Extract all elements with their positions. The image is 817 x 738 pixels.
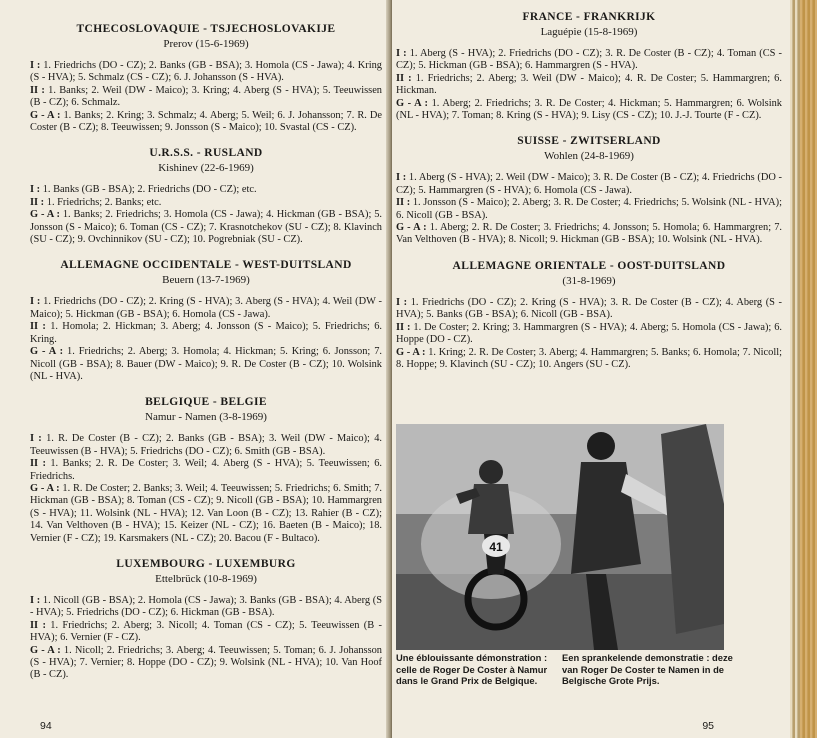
right-page xyxy=(392,0,790,738)
right-sections xyxy=(396,10,782,371)
left-sections xyxy=(30,22,382,682)
race-section xyxy=(396,10,782,122)
classification-text: 1. Nicoll; 2. Friedrichs; 3. Aberg; 4. Teeuwissen; 5. Toman; 6. J. Johansson (S - HVA); 7. Vernier; 8. Hoppe (DO - CZ); 9. Wolsink (NL - HVA); 10. Van Hoof (B - CZ). xyxy=(30,644,383,681)
result-line xyxy=(30,85,382,110)
classification-label: II : xyxy=(30,84,45,96)
classification-label: G - A : xyxy=(30,482,60,494)
classification-label: I : xyxy=(396,296,408,308)
edge-color-strip xyxy=(800,0,817,738)
classification-text: 1. Nicoll (GB - BSA); 2. Homola (CS - Jawa); 3. Banks (GB - BSA); 4. Aberg (S - HVA); 5. Friedrichs (DO - CZ); 6. Hickman (GB - BSA). xyxy=(30,594,382,619)
result-line xyxy=(396,172,782,197)
result-line xyxy=(30,645,382,682)
classification-text: 1. Friedrichs (DO - CZ); 2. Kring (S - HVA); 3. Aberg (S - HVA); 4. Weil (DW - Maico); 5. Hickman (GB - BSA); 6. Homola (CS - Jawa). xyxy=(30,296,382,320)
results-list xyxy=(30,433,382,545)
classification-label: I : xyxy=(30,594,41,606)
results-list xyxy=(30,296,382,383)
classification-text: 1. Banks; 2. Kring; 3. Schmalz; 4. Aberg; 5. Weil; 6. J. Johansson; 7. R. De Coster (B - CZ); 8. Teeuwissen; 9. Jonsson (S - Maico); 10. Svastal (CS - CZ). xyxy=(30,109,382,134)
classification-text: 1. De Coster; 2. Kring; 3. Hammargren (S - HVA); 4. Aberg; 5. Homola (CS - Jawa); 6. Hoppe (DO - CZ). xyxy=(396,321,782,346)
section-title: ALLEMAGNE ORIENTALE - OOST-DUITSLAND xyxy=(452,259,726,272)
result-line xyxy=(30,433,382,458)
classification-text: 1. Homola; 2. Hickman; 3. Aberg; 4. Jonsson (S - Maico); 5. Friedrichs; 6. Kring. xyxy=(30,321,382,345)
race-section xyxy=(30,258,382,383)
result-line xyxy=(30,346,382,383)
result-line xyxy=(30,209,382,246)
classification-text: 1. Friedrichs; 2. Aberg; 3. Weil (DW - Maico); 4. R. De Coster; 5. Hammargren; 6. Hickman. xyxy=(396,72,782,97)
classification-text: 1. Friedrichs (DO - CZ); 2. Banks (GB - BSA); 3. Homola (CS - Jawa); 4. Kring (S - HVA); 5. Schmalz (CS - CZ); 6. J. Johansson (S - HVA). xyxy=(30,60,382,84)
classification-label: G - A : xyxy=(30,644,61,656)
classification-label: II : xyxy=(30,196,45,208)
classification-label: II : xyxy=(30,458,46,470)
race-location-date: Prerov (15-6-1969) xyxy=(163,38,249,50)
classification-label: I : xyxy=(30,60,41,71)
result-line xyxy=(30,296,382,321)
result-line xyxy=(396,297,782,322)
page-number-right: 95 xyxy=(702,720,714,732)
classification-label: II : xyxy=(30,619,46,631)
race-section xyxy=(396,259,782,371)
result-line xyxy=(30,483,382,545)
classification-label: G - A : xyxy=(396,97,429,109)
caption-dutch: Een sprankelende demonstratie : deze van Roger De Coster te Namen in de Belgische Grote Prijs. xyxy=(562,652,733,686)
classification-text: 1. Aberg (S - HVA); 2. Weil (DW - Maico); 3. R. De Coster (B - CZ); 4. Friedrichs (DO - CZ); 5. Hammargren (S - HVA); 6. Homola (CS - Jawa). xyxy=(396,172,782,196)
section-title: ALLEMAGNE OCCIDENTALE - WEST-DUITSLAND xyxy=(60,259,352,272)
race-section xyxy=(30,22,382,134)
classification-label: G - A : xyxy=(396,346,426,358)
rider-helmet xyxy=(479,460,503,484)
classification-label: G - A : xyxy=(30,346,64,358)
classification-text: 1. Friedrichs; 2. Banks; etc. xyxy=(46,196,162,208)
result-line xyxy=(30,197,382,209)
result-line xyxy=(30,184,382,196)
result-line xyxy=(396,48,782,73)
classification-text: 1. Banks; 2. Weil (DW - Maico); 3. Kring; 4. Aberg (S - HVA); 5. Teeuwissen (B - CZ); 6. Schmalz. xyxy=(30,84,382,109)
section-title: TCHECOSLOVAQUIE - TSJECHOSLOVAKIJE xyxy=(76,23,336,35)
classification-text: 1. Banks (GB - BSA); 2. Friedrichs (DO - CZ); etc. xyxy=(42,184,257,196)
classification-label: I : xyxy=(30,296,41,308)
section-title: U.R.S.S. - RUSLAND xyxy=(149,147,263,160)
race-section xyxy=(30,146,382,246)
classification-label: II : xyxy=(396,321,411,333)
classification-label: G - A : xyxy=(396,222,427,234)
classification-label: I : xyxy=(396,48,407,59)
classification-label: I : xyxy=(30,433,42,445)
classification-label: I : xyxy=(396,172,407,184)
classification-label: II : xyxy=(396,72,412,84)
classification-text: 1. Jonsson (S - Maico); 2. Aberg; 3. R. De Coster; 4. Friedrichs; 5. Wolsink (NL - HVA); 6. Nicoll (GB - BSA). xyxy=(396,197,782,221)
photo-illustration xyxy=(396,424,724,650)
section-title: SUISSE - ZWITSERLAND xyxy=(517,135,661,148)
classification-label: I : xyxy=(30,184,41,196)
classification-label: II : xyxy=(30,321,46,333)
results-list xyxy=(396,48,782,122)
caption-french: Une éblouissante démonstration : celle de Roger De Coster à Namur dans le Grand Prix de Belgique. xyxy=(396,652,548,686)
classification-text: 1. R. De Coster; 2. Banks; 3. Weil; 4. Teeuwissen; 5. Friedrichs; 6. Smith; 7. Hickman (GB - BSA); 8. Toman (CS - CZ); 9. Nicoll (GB - BSA); 10. Hammargren (S - HVA); 11. Wolsink (NL - HVA); 12. Van Loon (B - CZ); 13. Rahier (B - CZ); 14. Van Velthoven (B - HVA); 15. Keizer (NL - CZ); 16. Baeten (B - Maico); 18. Vernier (F - CZ); 19. Karsmakers (NL - CZ); 20. Bacou (F - Bultaco). xyxy=(30,482,382,544)
race-location-date: Kishinev (22-6-1969) xyxy=(158,162,254,175)
classification-text: 1. Aberg (S - HVA); 2. Friedrichs (DO - CZ); 3. R. De Coster (B - CZ); 4. Toman (CS - CZ); 5. Hickman (GB - BSA); 6. Hammargren (S - HVA). xyxy=(396,48,782,72)
result-line xyxy=(396,73,782,98)
classification-text: 1. Banks; 2. R. De Coster; 3. Weil; 4. Aberg (S - HVA); 5. Teeuwissen; 6. Friedrichs. xyxy=(30,458,383,482)
race-location-date: Namur - Namen (3-8-1969) xyxy=(145,411,267,424)
result-line xyxy=(30,458,382,483)
race-location-date: (31-8-1969) xyxy=(562,274,616,287)
classification-text: 1. Aberg; 2. Friedrichs; 3. R. De Coster; 4. Hickman; 5. Hammargren; 6. Wolsink (NL - HVA); 7. Toman; 8. Kring (S - HVA); 9. Lisy (CS - CZ); 10. J.-J. Tourte (F - CZ). xyxy=(396,97,782,122)
result-line xyxy=(30,620,382,645)
race-section xyxy=(30,395,382,545)
result-line xyxy=(30,595,382,620)
section-title: BELGIQUE - BELGIE xyxy=(145,396,267,409)
classification-text: 1. Aberg; 2. R. De Coster; 3. Friedrichs; 4. Jonsson; 5. Homola; 6. Hammargren; 7. Van Velthoven (B - HVA); 8. Nicoll; 9. Hickman (GB - BSA); 10. Wolsink (NL - HVA). xyxy=(396,222,782,246)
classification-text: 1. Friedrichs (DO - CZ); 2. Kring (S - HVA); 3. R. De Coster (B - CZ); 4. Aberg (S - HVA); 5. Banks (GB - BSA); 6. Nicoll (GB - BSA). xyxy=(396,296,782,321)
result-line xyxy=(30,60,382,85)
classification-text: 1. Kring; 2. R. De Coster; 3. Aberg; 4. Hammargren; 5. Banks; 6. Homola; 7. Nicoll; 8. Hoppe; 9. Klavinch (SU - CZ); 10. Angers (SU - CZ). xyxy=(396,346,782,370)
result-line xyxy=(396,322,782,347)
results-list xyxy=(396,172,782,246)
race-section xyxy=(396,134,782,246)
result-line xyxy=(396,222,782,247)
results-list xyxy=(30,60,382,134)
race-location-date: Beuern (13-7-1969) xyxy=(162,274,250,287)
result-line xyxy=(396,98,782,123)
motocross-photo xyxy=(396,424,724,650)
classification-text: 1. Friedrichs; 2. Aberg; 3. Nicoll; 4. Toman (CS - CZ); 5. Teeuwissen (B - HVA); 6. Vernier (F - CZ). xyxy=(30,619,382,644)
result-line xyxy=(396,197,782,222)
page-number-left: 94 xyxy=(40,720,52,732)
section-title: FRANCE - FRANKRIJK xyxy=(522,11,656,23)
classification-label: G - A : xyxy=(30,109,61,121)
results-list xyxy=(396,297,782,371)
spectator-head xyxy=(587,432,615,460)
results-list xyxy=(30,595,382,682)
classification-label: G - A : xyxy=(30,209,60,221)
results-list xyxy=(30,184,382,246)
left-page xyxy=(0,0,388,738)
classification-text: 1. R. De Coster (B - CZ); 2. Banks (GB - BSA); 3. Weil (DW - Maico); 4. Teeuwissen (B - HVA); 5. Friedrichs (DO - CZ); 6. Smith (GB - BSA). xyxy=(30,433,383,457)
race-location-date: Wohlen (24-8-1969) xyxy=(544,150,634,163)
result-line xyxy=(30,321,382,346)
race-location-date: Ettelbrück (10-8-1969) xyxy=(155,572,257,585)
bib-number: 41 xyxy=(489,540,503,554)
race-location-date: Laguépie (15-8-1969) xyxy=(540,26,638,38)
classification-text: 1. Banks; 2. Friedrichs; 3. Homola (CS - Jawa); 4. Hickman (GB - BSA); 5. Jonsson (S - Maico); 6. Toman (CS - CZ); 7. Krasnotchekov (SU - CZ); 8. Klavinch (SU - CZ); 9. Ovchinnikov (SU - CZ); 10. Pogrebniak (SU - CZ). xyxy=(30,209,382,246)
result-line xyxy=(396,347,782,372)
result-line xyxy=(30,110,382,135)
classification-text: 1. Friedrichs; 2. Aberg; 3. Homola; 4. Hickman; 5. Kring; 6. Jonsson; 7. Nicoll (GB - BSA); 8. Bauer (DW - Maico); 9. R. De Coster (B - CZ); 10. Wolsink (NL - HVA). xyxy=(30,346,382,382)
race-section xyxy=(30,557,382,682)
section-title: LUXEMBOURG - LUXEMBURG xyxy=(116,557,296,570)
classification-label: II : xyxy=(396,197,411,209)
